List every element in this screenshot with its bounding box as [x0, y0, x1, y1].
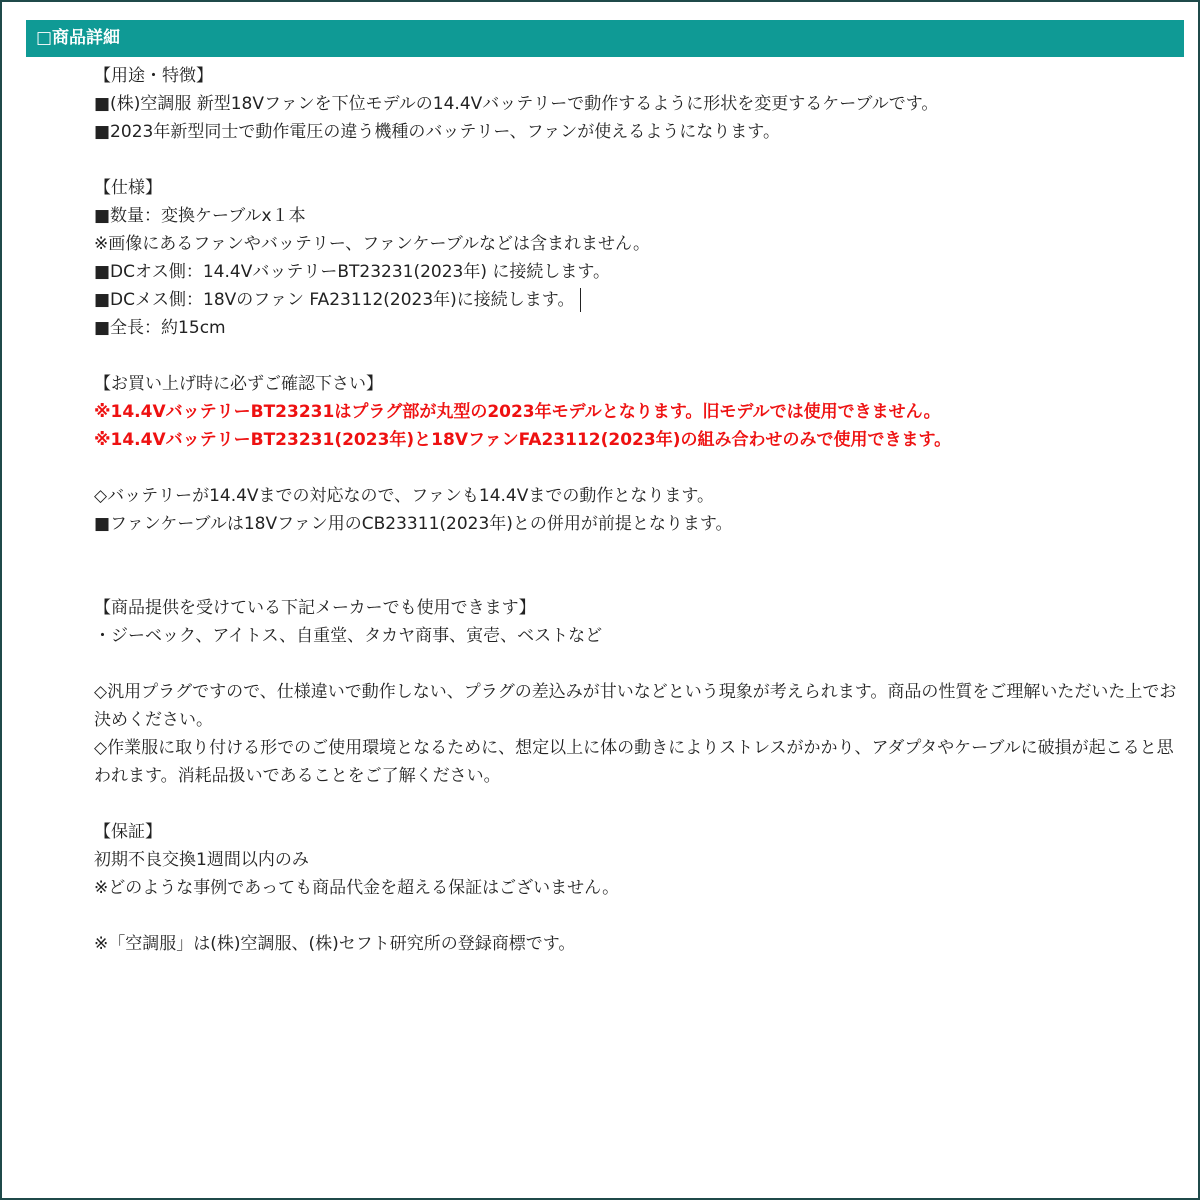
product-detail-content	[94, 62, 1186, 958]
spacer	[94, 454, 1186, 482]
makers-list: ・ジーベック、アイトス、自重堂、タカヤ商事、寅壱、ベストなど	[94, 626, 603, 646]
spacer	[94, 342, 1186, 370]
spacer	[94, 902, 1186, 930]
note-voltage: ◇バッテリーが14.4Vまでの対応なので、ファンも14.4Vまでの動作となります。	[94, 486, 714, 506]
spacer	[94, 650, 1186, 678]
usage-line-1: ■(株)空調服 新型18Vファンを下位モデルの14.4Vバッテリーで動作するように形状を変更するケーブルです。	[94, 94, 939, 114]
spec-dc-female: ■DCメス側：18Vのファン FA23112(2023年)に接続します。	[94, 290, 575, 310]
note-fan-cable: ■ファンケーブルは18Vファン用のCB23311(2023年)との併用が前提となります。	[94, 514, 733, 534]
spacer	[94, 790, 1186, 818]
section-header: □商品詳細	[26, 20, 1184, 57]
warranty-heading: 【保証】	[94, 822, 162, 842]
text-cursor	[580, 288, 581, 312]
usage-heading: 【用途・特徴】	[94, 66, 213, 86]
spacer	[94, 538, 1186, 566]
spec-dc-female-row	[94, 286, 1186, 314]
spacer	[94, 566, 1186, 594]
spacer	[94, 146, 1186, 174]
spec-length: ■全長：約15cm	[94, 318, 226, 338]
spec-dc-male: ■DCオス側：14.4VバッテリーBT23231(2023年) に接続します。	[94, 262, 611, 282]
trademark-notice: ※「空調服」は(株)空調服、(株)セフト研究所の登録商標です。	[94, 934, 576, 954]
warranty-line-2: ※どのような事例であっても商品代金を超える保証はございません。	[94, 878, 620, 898]
warranty-line-1: 初期不良交換1週間以内のみ	[94, 850, 309, 870]
warning-line-2: ※14.4VバッテリーBT23231(2023年)と18VファンFA23112(2023年)の組み合わせのみで使用できます。	[94, 430, 952, 450]
confirm-heading: 【お買い上げ時に必ずご確認下さい】	[94, 374, 383, 394]
warning-line-1: ※14.4VバッテリーBT23231はプラグ部が丸型の2023年モデルとなります。旧モデルでは使用できません。	[94, 402, 941, 422]
spec-quantity: ■数量：変換ケーブルx１本	[94, 206, 306, 226]
caution-paragraph-2: ◇作業服に取り付ける形でのご使用環境となるために、想定以上に体の動きによりストレスがかかり、アダプタやケーブルに破損が起こると思われます。消耗品扱いであることをご了解ください。	[94, 738, 1174, 786]
spec-heading: 【仕様】	[94, 178, 162, 198]
usage-line-2: ■2023年新型同士で動作電圧の違う機種のバッテリー、ファンが使えるようになります。	[94, 122, 780, 142]
spec-not-included: ※画像にあるファンやバッテリー、ファンケーブルなどは含まれません。	[94, 234, 651, 254]
caution-paragraph-1: ◇汎用プラグですので、仕様違いで動作しない、プラグの差込みが甘いなどという現象が考えられます。商品の性質をご理解いただいた上でお決めください。	[94, 682, 1177, 730]
makers-heading: 【商品提供を受けている下記メーカーでも使用できます】	[94, 598, 536, 618]
